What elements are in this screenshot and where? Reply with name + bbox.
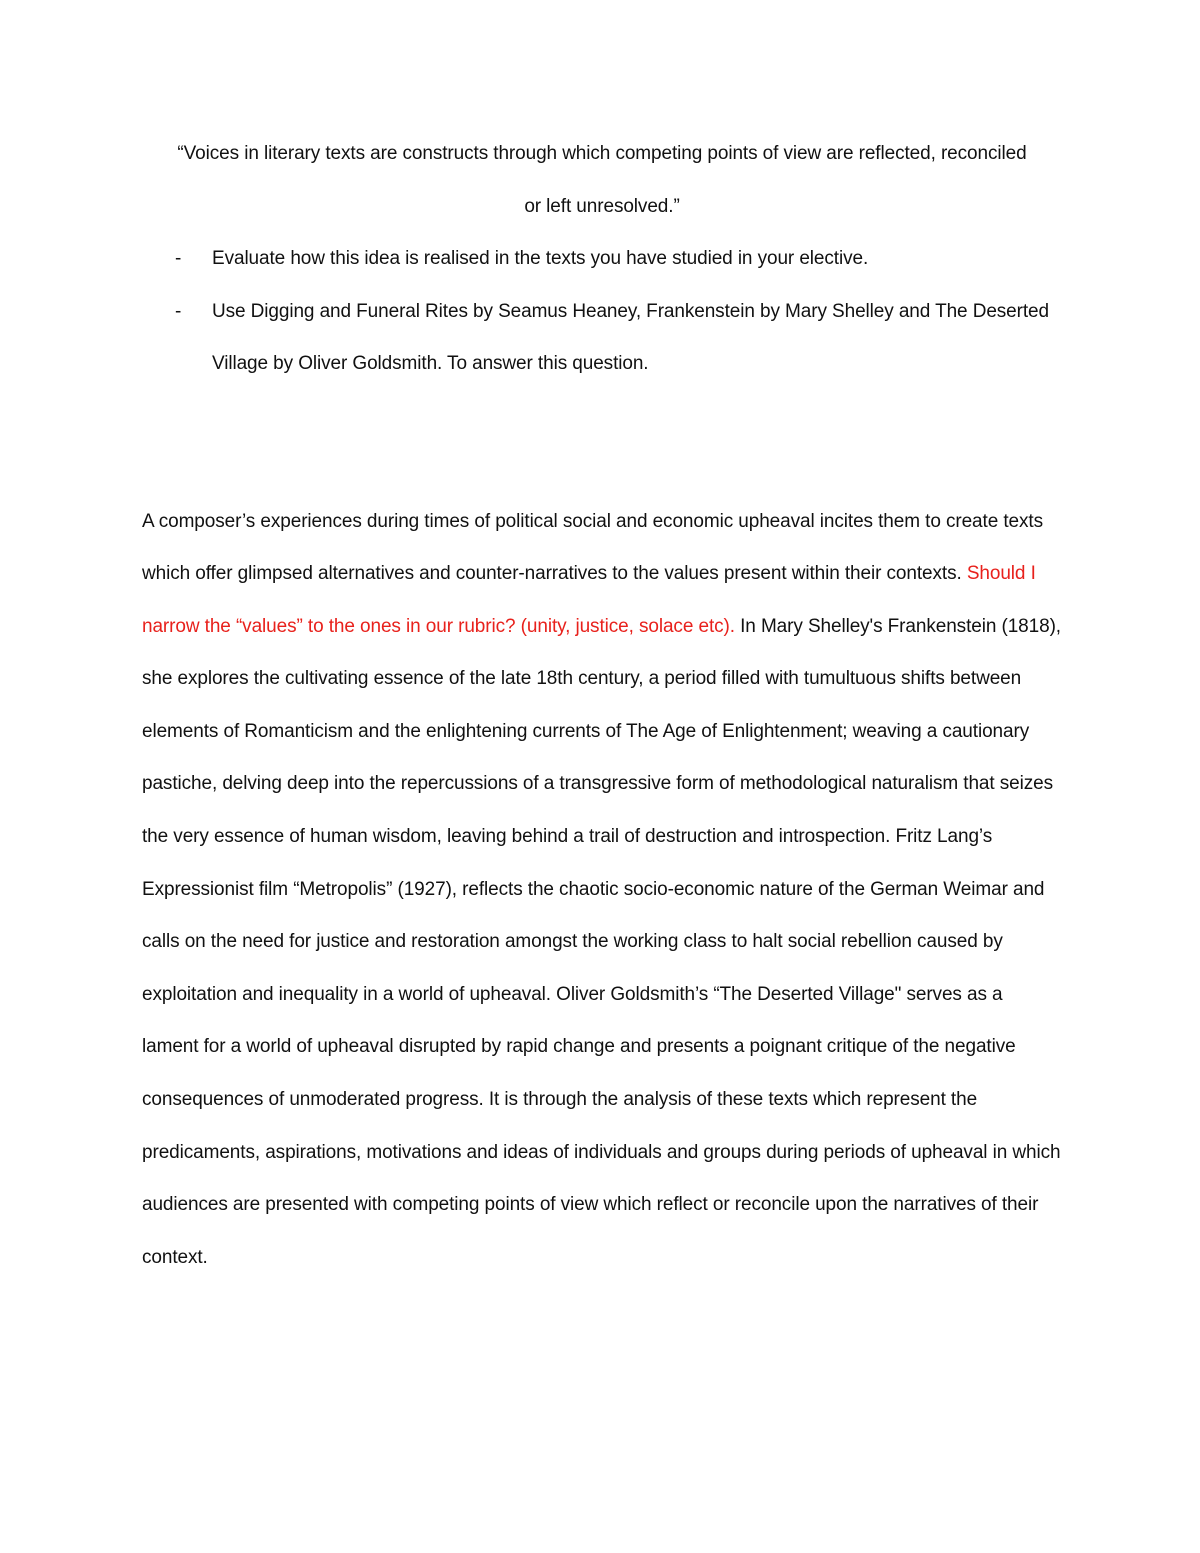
document-body	[142, 128, 1062, 1284]
bullet-dash: -	[175, 248, 182, 269]
instruction-item	[142, 233, 1062, 286]
essay-text-part-1: A composer’s experiences during times of political social and economic upheaval incites them to create texts which offer glimpsed alternatives and counter-narratives to the values present within their contexts.	[142, 510, 1043, 585]
essay-text-part-2: In Mary Shelley's Frankenstein (1818), she explores the cultivating essence of the late 18th century, a period filled with tumultuous shifts between elements of Romanticism and the enlightening currents of The Age of Enlightenment; weaving a cautionary pastiche, delving deep into the repercussions of a transgressive form of methodological naturalism that seizes the very essence of human wisdom, leaving behind a trail of destruction and introspection. Fritz Lang’s Expressionist film “Metropolis” (1927), reflects the chaotic socio-economic nature of the German Weimar and calls on the need for justice and restoration amongst the working class to halt social rebellion caused by exploitation and inequality in a world of upheaval. Oliver Goldsmith’s “The Deserted Village" serves as a lament for a world of upheaval disrupted by rapid change and presents a poignant critique of the negative consequences of unmoderated progress. It is through the analysis of these texts which represent the predicaments, aspirations, motivations and ideas of individuals and groups during periods of upheaval in which audiences are presented with competing points of view which reflect or reconcile upon the narratives of their context.	[142, 615, 1061, 1268]
instruction-item	[142, 286, 1062, 391]
instruction-text: Use Digging and Funeral Rites by Seamus Heaney, Frankenstein by Mary Shelley and The Deserted Village by Oliver Goldsmith. To answer this question.	[212, 300, 1049, 374]
essay-question-line-1: “Voices in literary texts are constructs through which competing points of view are reflected, reconciled	[177, 143, 1027, 164]
red-annotation-comment: Should I narrow the “values” to the ones in our rubric? (unity, justice, solace etc).	[142, 563, 1036, 637]
essay-question	[142, 128, 1062, 233]
essay-introduction-paragraph	[142, 496, 1062, 1285]
bullet-dash: -	[175, 300, 182, 322]
instruction-text: Evaluate how this idea is realised in the texts you have studied in your elective.	[212, 248, 869, 269]
essay-question-line-2: or left unresolved.”	[524, 195, 680, 217]
instruction-list	[142, 233, 1062, 391]
